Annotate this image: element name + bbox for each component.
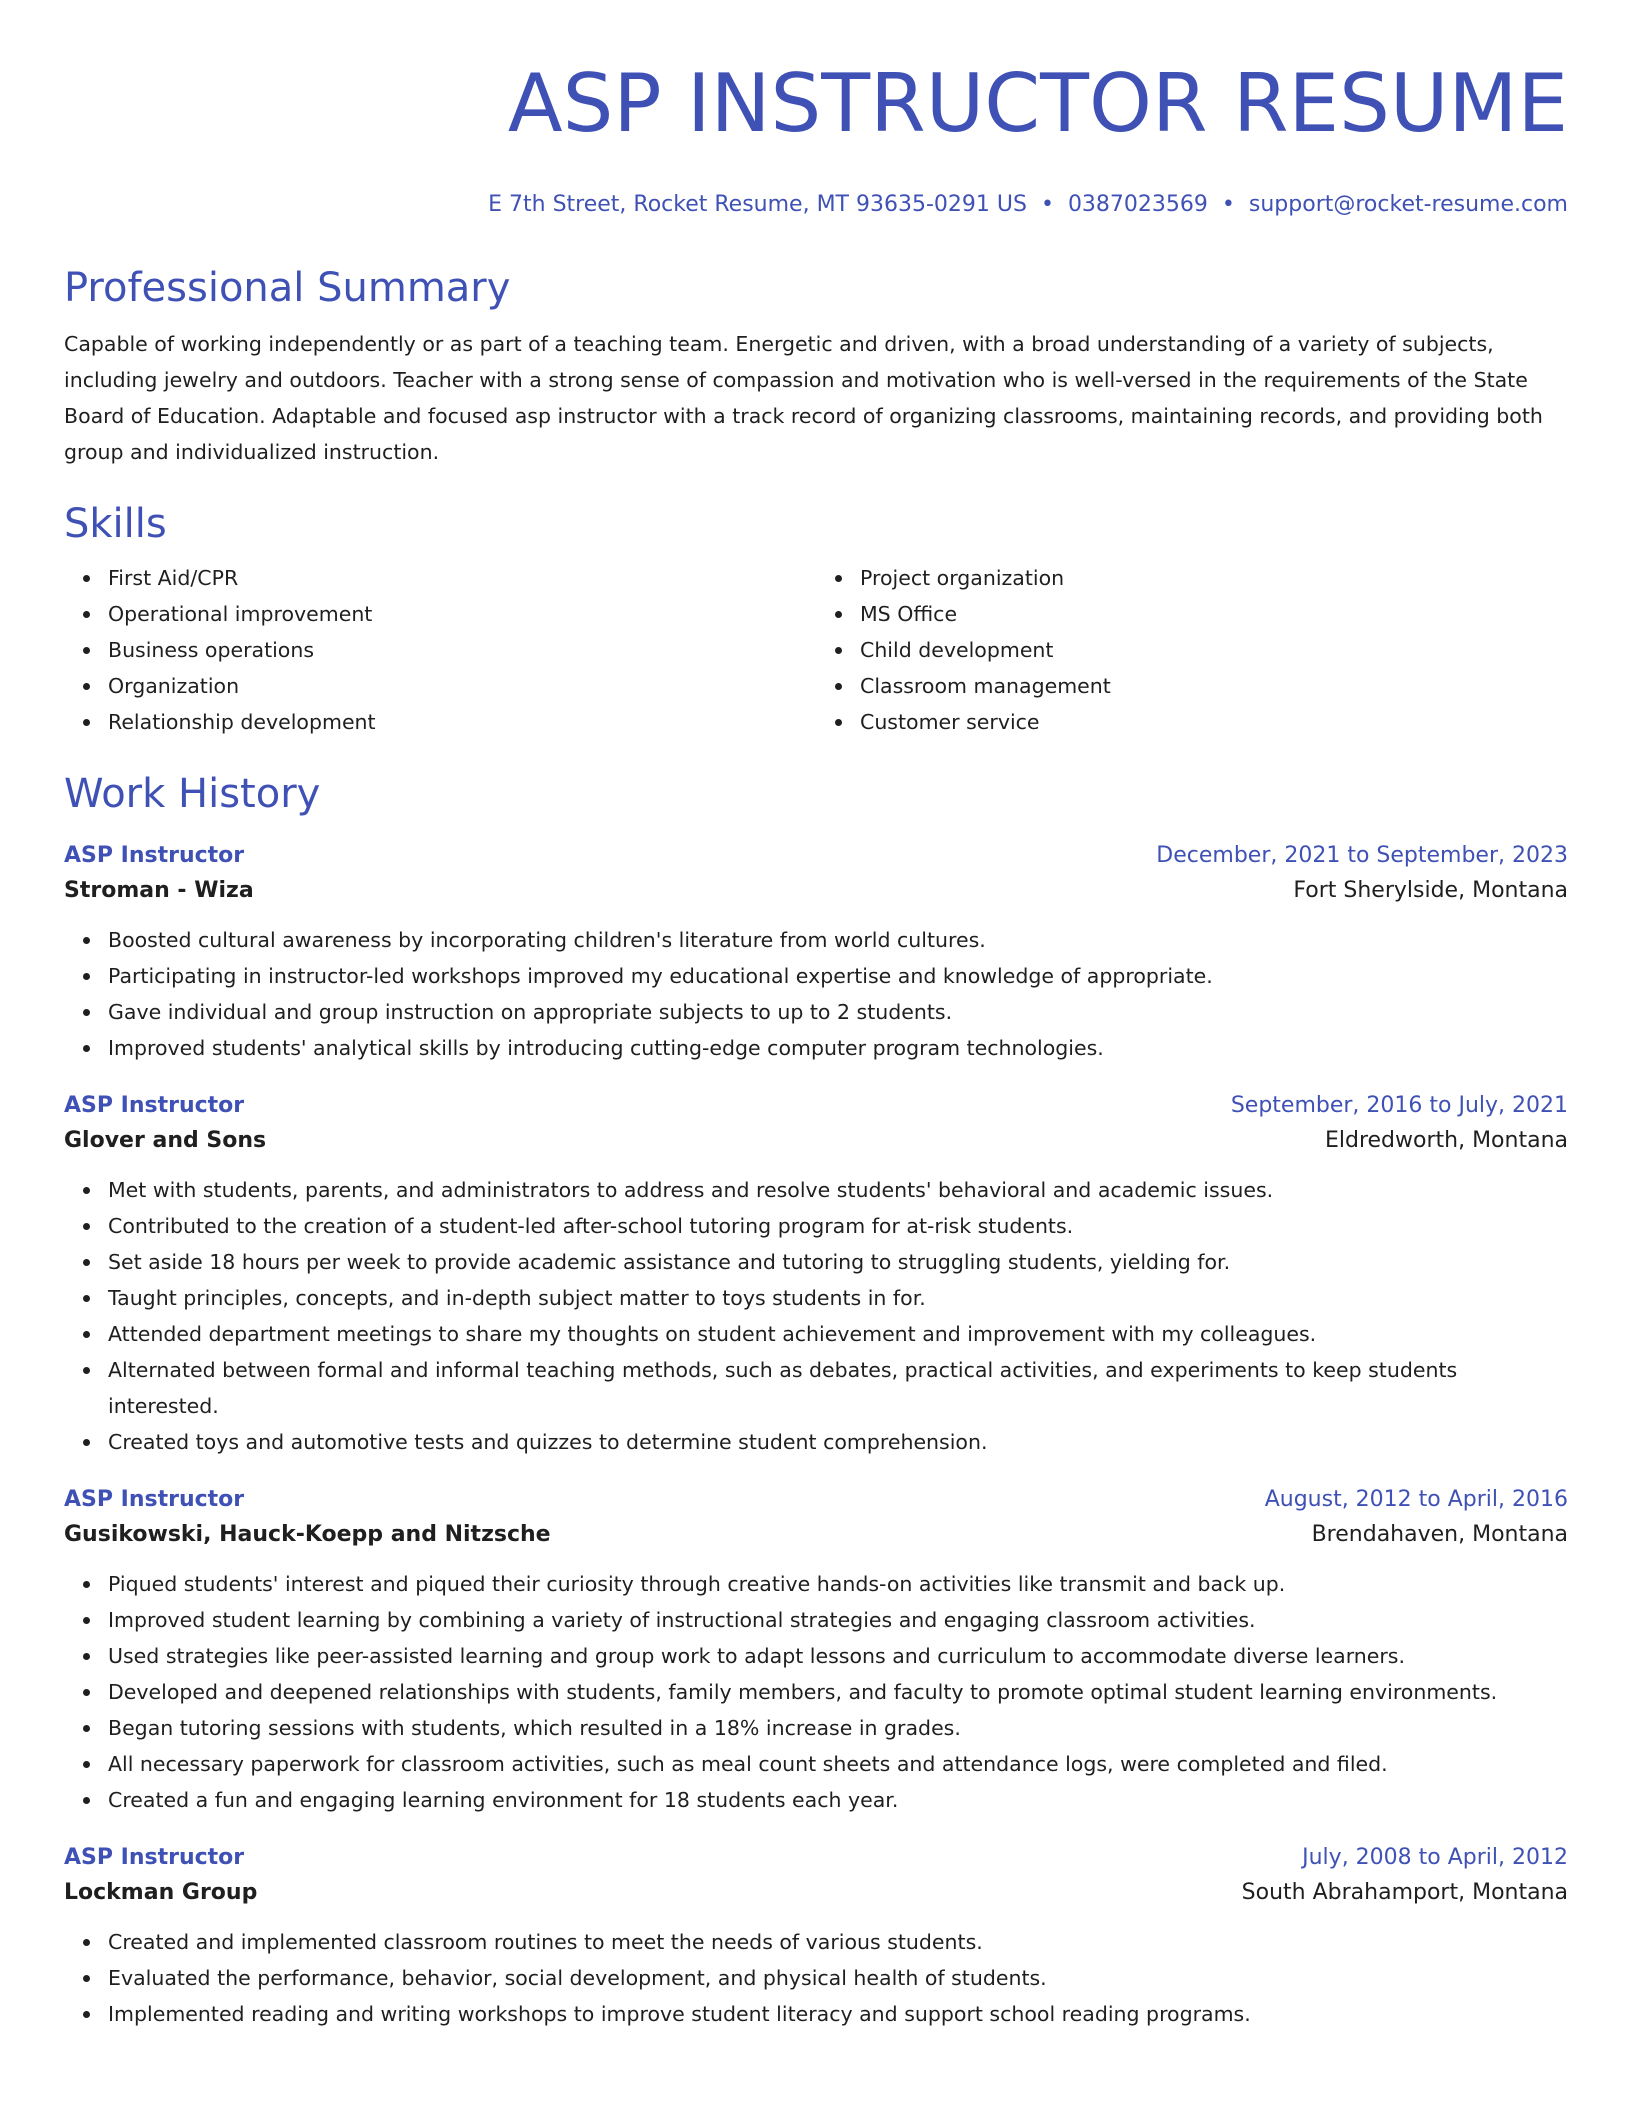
job-entry bbox=[64, 1842, 1568, 2032]
job-bullet: Created a fun and engaging learning environment for 18 students each year. bbox=[108, 1782, 1568, 1818]
skill-item: Operational improvement bbox=[108, 596, 816, 632]
job-bullets bbox=[64, 1566, 1568, 1818]
skill-item: Organization bbox=[108, 668, 816, 704]
job-bullets bbox=[64, 1924, 1568, 2032]
summary-section bbox=[64, 264, 1568, 470]
job-bullet: Taught principles, concepts, and in-depth subject matter to toys students in for. bbox=[108, 1280, 1568, 1316]
job-bullet: Developed and deepened relationships with students, family members, and faculty to promote optimal student learning environments. bbox=[108, 1674, 1568, 1710]
job-bullet: Set aside 18 hours per week to provide academic assistance and tutoring to struggling students, yielding for. bbox=[108, 1244, 1568, 1280]
job-bullet: Boosted cultural awareness by incorporating children's literature from world cultures. bbox=[108, 922, 1568, 958]
work-history-section bbox=[64, 770, 1568, 2032]
job-bullet: Evaluated the performance, behavior, social development, and physical health of students. bbox=[108, 1960, 1568, 1996]
job-bullets bbox=[64, 1172, 1568, 1460]
email-link[interactable]: support@rocket-resume.com bbox=[1248, 192, 1568, 217]
job-bullet: Contributed to the creation of a student-led after-school tutoring program for at-risk students. bbox=[108, 1208, 1568, 1244]
job-bullet: Used strategies like peer-assisted learning and group work to adapt lessons and curriculum to accommodate diverse learners. bbox=[108, 1638, 1568, 1674]
job-company: Stroman - Wiza bbox=[64, 878, 254, 903]
job-bullet: Improved student learning by combining a variety of instructional strategies and engaging classroom activities. bbox=[108, 1602, 1568, 1638]
skills-list-left bbox=[64, 560, 816, 740]
job-bullet: Alternated between formal and informal teaching methods, such as debates, practical activities, and experiments to keep students interested. bbox=[108, 1352, 1568, 1424]
skill-item: Relationship development bbox=[108, 704, 816, 740]
separator-dot: • bbox=[1221, 192, 1235, 217]
job-bullet: Piqued students' interest and piqued their curiosity through creative hands-on activities like transmit and back up. bbox=[108, 1566, 1568, 1602]
resume-header bbox=[64, 0, 1568, 220]
job-dates: July, 2008 to April, 2012 bbox=[1302, 1845, 1568, 1870]
job-bullet: Created toys and automotive tests and quizzes to determine student comprehension. bbox=[108, 1424, 1568, 1460]
job-bullet: All necessary paperwork for classroom activities, such as meal count sheets and attendance logs, were completed and filed. bbox=[108, 1746, 1568, 1782]
job-entry bbox=[64, 1090, 1568, 1460]
job-bullet: Began tutoring sessions with students, which resulted in a 18% increase in grades. bbox=[108, 1710, 1568, 1746]
job-role: ASP Instructor bbox=[64, 843, 245, 868]
job-location: Fort Sherylside, Montana bbox=[1293, 878, 1568, 903]
skills-list-right bbox=[816, 560, 1568, 740]
page-title: ASP INSTRUCTOR RESUME bbox=[507, 57, 1568, 150]
address-text: E 7th Street, Rocket Resume, MT 93635-0291 US bbox=[488, 192, 1027, 217]
job-bullet: Implemented reading and writing workshops to improve student literacy and support school reading programs. bbox=[108, 1996, 1568, 2032]
skills-section bbox=[64, 500, 1568, 740]
job-bullet: Met with students, parents, and administrators to address and resolve students' behavioral and academic issues. bbox=[108, 1172, 1568, 1208]
job-role: ASP Instructor bbox=[64, 1845, 245, 1870]
job-bullet: Attended department meetings to share my thoughts on student achievement and improvement with my colleagues. bbox=[108, 1316, 1568, 1352]
job-company: Gusikowski, Hauck-Koepp and Nitzsche bbox=[64, 1522, 551, 1547]
job-bullet: Created and implemented classroom routines to meet the needs of various students. bbox=[108, 1924, 1568, 1960]
job-role: ASP Instructor bbox=[64, 1487, 245, 1512]
job-entry bbox=[64, 1484, 1568, 1818]
job-bullet: Gave individual and group instruction on appropriate subjects to up to 2 students. bbox=[108, 994, 1568, 1030]
skill-item: Classroom management bbox=[860, 668, 1568, 704]
skill-item: Customer service bbox=[860, 704, 1568, 740]
job-dates: August, 2012 to April, 2016 bbox=[1264, 1487, 1568, 1512]
contact-line bbox=[64, 190, 1568, 220]
job-dates: September, 2016 to July, 2021 bbox=[1230, 1093, 1568, 1118]
summary-heading: Professional Summary bbox=[64, 265, 511, 311]
separator-dot: • bbox=[1040, 192, 1054, 217]
skill-item: Business operations bbox=[108, 632, 816, 668]
job-location: Eldredworth, Montana bbox=[1324, 1128, 1568, 1153]
skill-item: Project organization bbox=[860, 560, 1568, 596]
skill-item: Child development bbox=[860, 632, 1568, 668]
job-role: ASP Instructor bbox=[64, 1093, 245, 1118]
skills-heading: Skills bbox=[64, 501, 167, 547]
job-company: Glover and Sons bbox=[64, 1128, 267, 1153]
job-bullet: Improved students' analytical skills by introducing cutting-edge computer program technologies. bbox=[108, 1030, 1568, 1066]
summary-text: Capable of working independently or as part of a teaching team. Energetic and driven, with a broad understanding of a variety of subjects, including jewelry and outdoors. Teacher with a strong sense of compassion and motivation who is well-versed in the requirements of the State Board of Education. Adaptable and focused asp instructor with a track record of organizing classrooms, maintaining records, and providing both group and individualized instruction. bbox=[64, 332, 1543, 464]
job-dates: December, 2021 to September, 2023 bbox=[1156, 843, 1568, 868]
skills-columns bbox=[64, 560, 1568, 740]
job-bullet: Participating in instructor-led workshops improved my educational expertise and knowledge of appropriate. bbox=[108, 958, 1568, 994]
work-history-heading: Work History bbox=[64, 771, 321, 817]
skill-item: MS Office bbox=[860, 596, 1568, 632]
job-location: South Abrahamport, Montana bbox=[1241, 1880, 1568, 1905]
job-entry bbox=[64, 840, 1568, 1066]
job-bullets bbox=[64, 922, 1568, 1066]
skill-item: First Aid/CPR bbox=[108, 560, 816, 596]
job-location: Brendahaven, Montana bbox=[1311, 1522, 1568, 1547]
job-company: Lockman Group bbox=[64, 1880, 258, 1905]
phone-text: 0387023569 bbox=[1067, 192, 1208, 217]
